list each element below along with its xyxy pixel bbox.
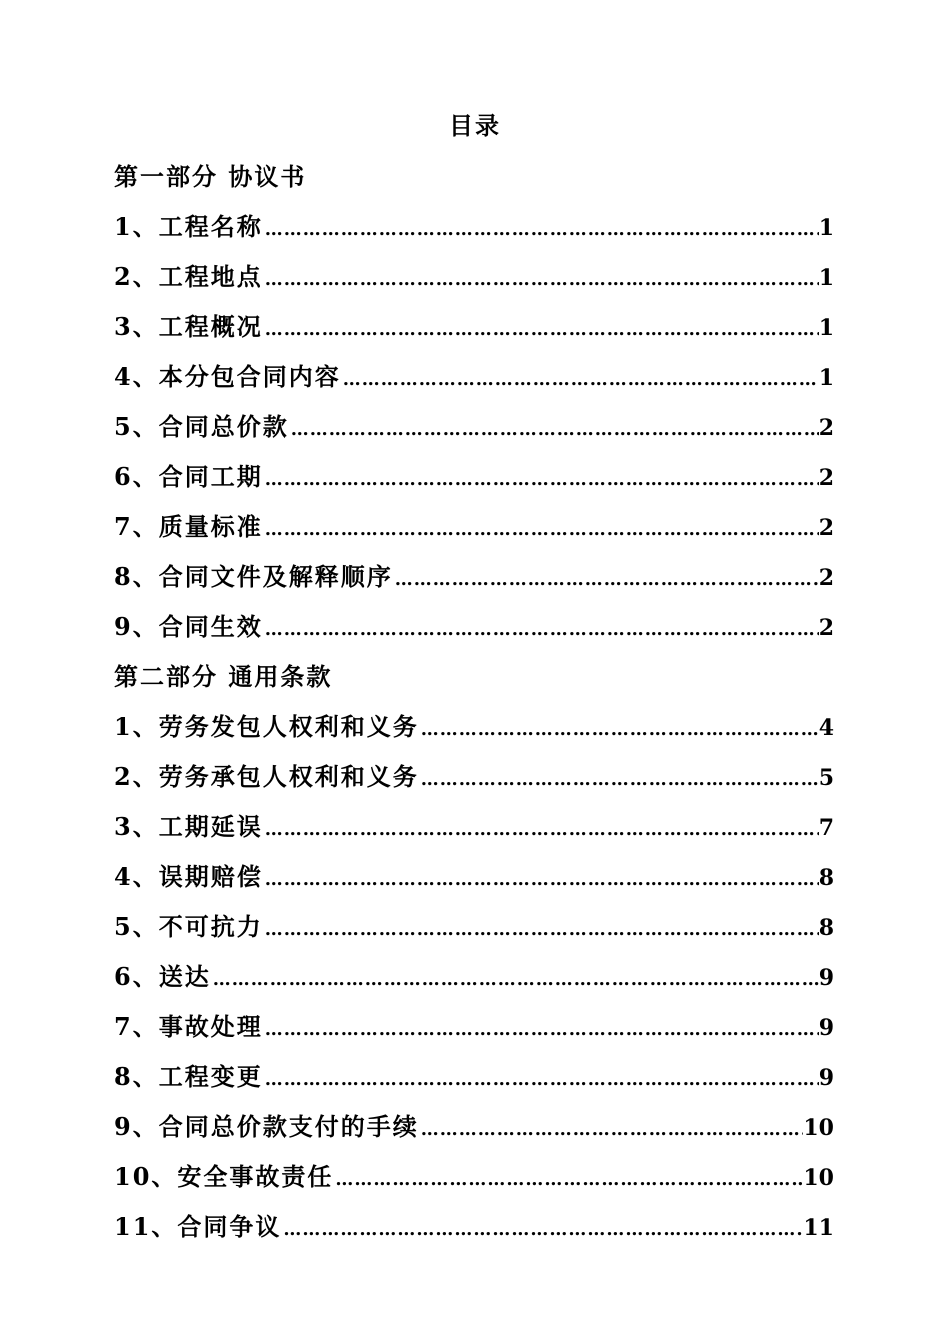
dot-leader: [263, 459, 819, 501]
toc-entry[interactable]: [114, 506, 834, 556]
toc-entry-page-number: 2: [818, 465, 834, 491]
dot-leader: [281, 1209, 803, 1251]
toc-entry[interactable]: [114, 306, 834, 356]
dot-leader: [263, 909, 819, 951]
toc-entry[interactable]: [114, 906, 834, 956]
toc-entry-page-number: 1: [818, 215, 834, 241]
toc-entry-label: 8、工程变更: [114, 1062, 263, 1091]
toc-entry-label: 11、合同争议: [114, 1212, 282, 1241]
toc-entry[interactable]: [114, 856, 834, 906]
toc-entry-label: 1、劳务发包人权利和义务: [114, 712, 419, 741]
toc-entry-page-number: 8: [818, 865, 834, 891]
toc-entry-page-number: 2: [818, 515, 834, 541]
dot-leader: [419, 1109, 804, 1151]
toc-entry[interactable]: [114, 1206, 834, 1256]
toc-entry-label: 10、安全事故责任: [114, 1162, 334, 1191]
toc-entry-page-number: 2: [818, 565, 834, 591]
toc-entry-page-number: 11: [803, 1215, 834, 1241]
toc-entry-page-number: 1: [818, 315, 834, 341]
toc-entry-label: 8、合同文件及解释顺序: [114, 562, 393, 591]
toc-entry[interactable]: [114, 206, 834, 256]
toc-entry-page-number: 2: [818, 415, 834, 441]
toc-title: 目录: [449, 111, 501, 140]
dot-leader: [263, 859, 819, 901]
toc-entry-label: 2、劳务承包人权利和义务: [114, 762, 419, 791]
toc-entry-page-number: 9: [818, 965, 834, 991]
dot-leader: [263, 209, 819, 251]
toc-entry-label: 5、合同总价款: [114, 412, 289, 441]
toc-entry-label: 6、送达: [114, 962, 211, 991]
section-entries: [114, 206, 834, 656]
toc-entry-page-number: 1: [818, 365, 834, 391]
toc-entry-page-number: 1: [818, 265, 834, 291]
toc-entry[interactable]: [114, 1056, 834, 1106]
dot-leader: [419, 759, 819, 801]
toc-entry-label: 7、质量标准: [114, 512, 263, 541]
toc-entry[interactable]: [114, 1106, 834, 1156]
toc-entry-label: 4、误期赔偿: [114, 862, 263, 891]
toc-entry-page-number: 5: [818, 765, 834, 791]
toc-entry-page-number: 8: [818, 915, 834, 941]
dot-leader: [333, 1159, 803, 1201]
toc-entry[interactable]: [114, 1006, 834, 1056]
toc-entry-label: 3、工期延误: [114, 812, 263, 841]
toc-entry[interactable]: [114, 406, 834, 456]
dot-leader: [263, 309, 819, 351]
dot-leader: [341, 359, 819, 401]
table-of-contents: [114, 156, 834, 1256]
toc-entry-label: 9、合同总价款支付的手续: [114, 1112, 419, 1141]
toc-entry-label: 1、工程名称: [114, 212, 263, 241]
dot-leader: [263, 809, 819, 851]
toc-entry[interactable]: [114, 456, 834, 506]
toc-entry[interactable]: [114, 556, 834, 606]
dot-leader: [263, 609, 819, 651]
section-entries: [114, 706, 834, 1256]
dot-leader: [289, 409, 819, 451]
toc-entry[interactable]: [114, 756, 834, 806]
toc-entry-page-number: 10: [803, 1165, 834, 1191]
dot-leader: [419, 709, 819, 751]
toc-entry-label: 7、事故处理: [114, 1012, 263, 1041]
section-heading: 第二部分 通用条款: [114, 662, 333, 691]
toc-entry-page-number: 9: [818, 1015, 834, 1041]
toc-entry-page-number: 10: [803, 1115, 834, 1141]
dot-leader: [393, 559, 819, 601]
toc-entry-page-number: 9: [818, 1065, 834, 1091]
toc-entry[interactable]: [114, 606, 834, 656]
toc-entry[interactable]: [114, 1156, 834, 1206]
toc-entry-page-number: 2: [818, 615, 834, 641]
dot-leader: [263, 509, 819, 551]
toc-entry-label: 4、本分包合同内容: [114, 362, 341, 391]
toc-entry[interactable]: [114, 806, 834, 856]
toc-entry[interactable]: [114, 356, 834, 406]
dot-leader: [263, 259, 819, 301]
toc-entry[interactable]: [114, 256, 834, 306]
section-heading: 第一部分 协议书: [114, 162, 307, 191]
toc-entry-label: 2、工程地点: [114, 262, 263, 291]
toc-entry[interactable]: [114, 956, 834, 1006]
dot-leader: [211, 959, 819, 1001]
dot-leader: [263, 1059, 819, 1101]
toc-entry-label: 3、工程概况: [114, 312, 263, 341]
toc-entry-label: 6、合同工期: [114, 462, 263, 491]
toc-entry-label: 5、不可抗力: [114, 912, 263, 941]
toc-entry[interactable]: [114, 706, 834, 756]
toc-entry-label: 9、合同生效: [114, 612, 263, 641]
toc-entry-page-number: 4: [818, 715, 834, 741]
dot-leader: [263, 1009, 819, 1051]
toc-entry-page-number: 7: [818, 815, 834, 841]
